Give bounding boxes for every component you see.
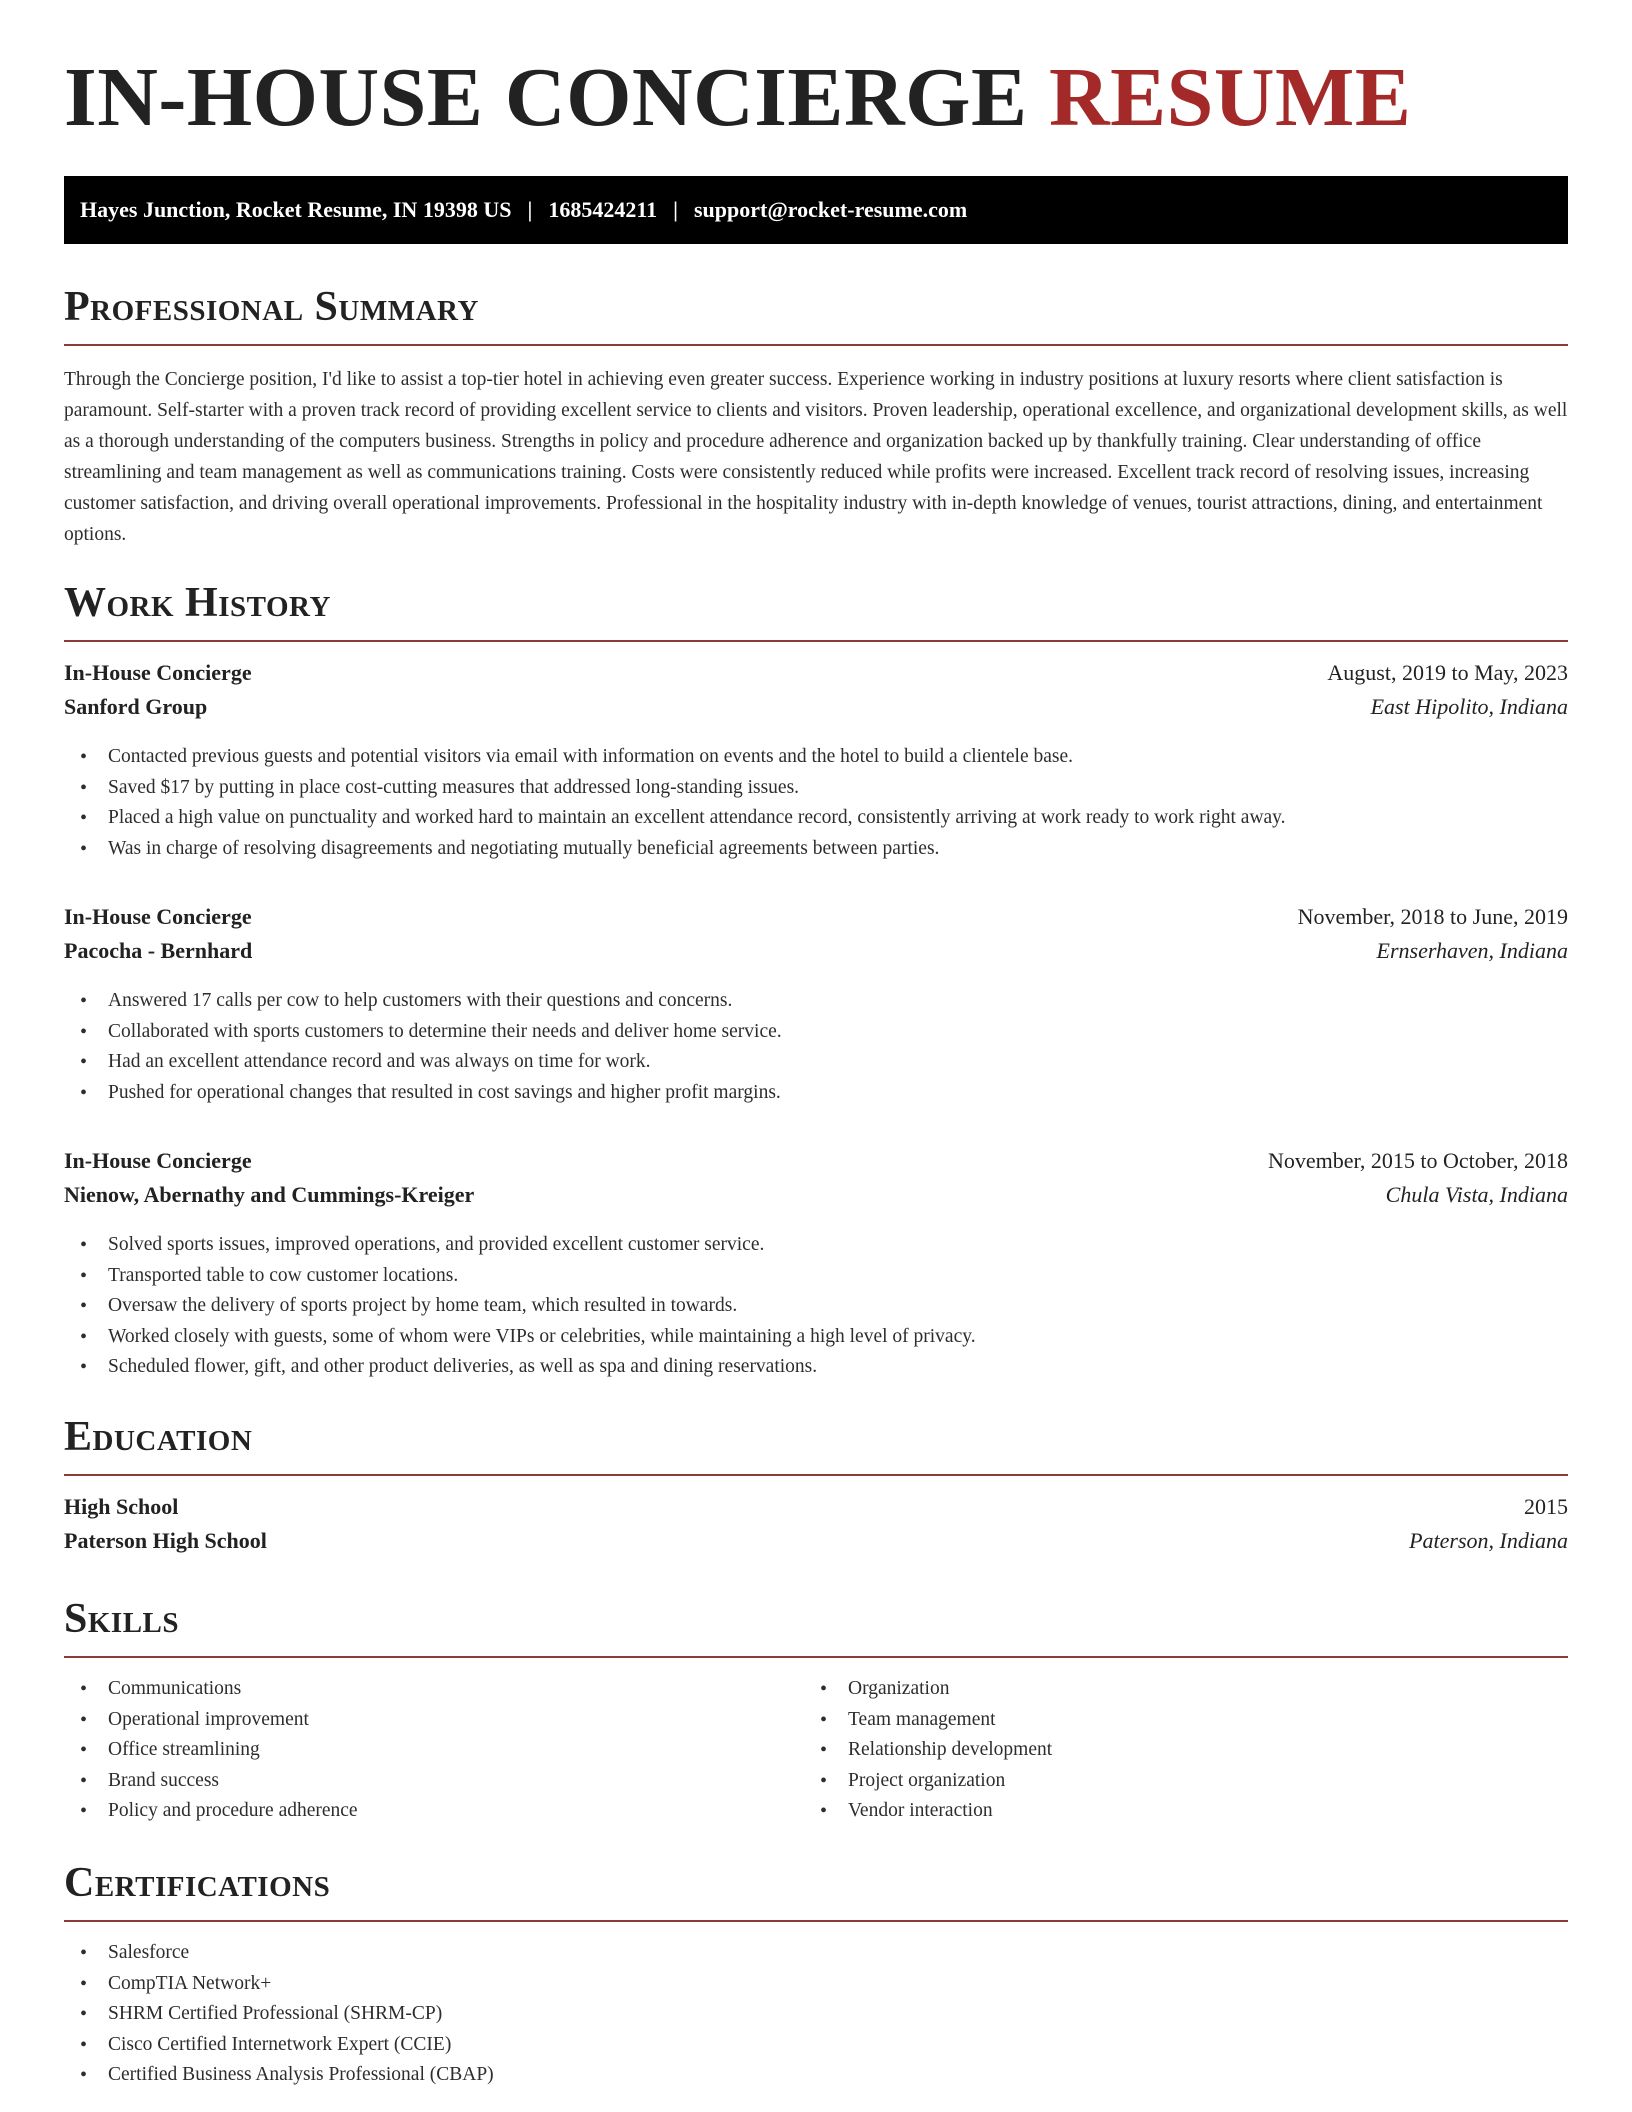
summary-section <box>64 286 1568 550</box>
contact-email[interactable]: support@rocket-resume.com <box>693 197 968 222</box>
skills-list-left <box>64 1674 804 1827</box>
job-company: Nienow, Abernathy and Cummings-Kreiger <box>64 1182 475 1207</box>
education-school: Paterson High School <box>64 1528 267 1553</box>
job-bullet: • Had an excellent attendance record and was always on time for work. <box>64 1047 1568 1078</box>
job-title: In-House Concierge <box>64 904 252 929</box>
skills-list-right <box>804 1674 1544 1827</box>
job-bullet: • Transported table to cow customer locations. <box>64 1261 1568 1292</box>
section-heading-skills: Skills <box>64 1598 1568 1658</box>
skill-item: • Organization <box>804 1674 1544 1705</box>
job-bullet: • Oversaw the delivery of sports project by home team, which resulted in towards. <box>64 1291 1568 1322</box>
education-entry <box>64 1494 1568 1554</box>
job-bullet: • Saved $17 by putting in place cost-cutting measures that addressed long-standing issues. <box>64 773 1568 804</box>
education-location: Paterson, Indiana <box>1409 1528 1568 1553</box>
certification-item: • Cisco Certified Internetwork Expert (CCIE) <box>64 2030 1568 2061</box>
job-bullet: • Solved sports issues, improved operations, and provided excellent customer service. <box>64 1230 1568 1261</box>
job-dates: November, 2015 to October, 2018 <box>1267 1148 1568 1173</box>
skills-section <box>64 1598 1568 1827</box>
job-bullets <box>64 1230 1568 1383</box>
education-degree: High School <box>64 1494 179 1519</box>
job-bullet: • Scheduled flower, gift, and other product deliveries, as well as spa and dining reservations. <box>64 1352 1568 1383</box>
section-heading-summary: Professional Summary <box>64 286 1568 346</box>
summary-text: Through the Concierge position, I'd like to assist a top-tier hotel in achieving even greater success. Experience working in industry positions at luxury resorts where client satisfaction is paramount. Self-starter with a proven track record of providing excellent service to clients and visitors. Proven leadership, operational excellence, and organizational development skills, as well as a thorough understanding of the computers business. Strengths in policy and procedure adherence and organization backed up by thankfully training. Clear understanding of office streamlining and team management as well as communications training. Costs were consistently reduced while profits were increased. Excellent track record of resolving issues, increasing customer satisfaction, and driving overall operational improvements. Professional in the hospitality industry with in-depth knowledge of venues, tourist attractions, dining, and entertainment options. <box>64 369 1568 545</box>
contact-phone[interactable]: 1685424211 <box>548 197 658 222</box>
section-heading-education: Education <box>64 1416 1568 1476</box>
skills-grid <box>64 1674 1568 1827</box>
job-title: In-House Concierge <box>64 660 252 685</box>
certification-item: • SHRM Certified Professional (SHRM-CP) <box>64 1999 1568 2030</box>
section-heading-work-history: Work History <box>64 582 1568 642</box>
skill-item: • Brand success <box>64 1766 804 1797</box>
job-location: Ernserhaven, Indiana <box>1376 938 1568 963</box>
skill-item: • Office streamlining <box>64 1735 804 1766</box>
certifications-section <box>64 1862 1568 2091</box>
contact-separator: | <box>527 197 533 222</box>
skill-item: • Operational improvement <box>64 1705 804 1736</box>
education-section <box>64 1416 1568 1554</box>
contact-address: Hayes Junction, Rocket Resume, IN 19398 US <box>80 197 512 222</box>
certification-item: • Certified Business Analysis Professional (CBAP) <box>64 2060 1568 2091</box>
title-main: IN-HOUSE CONCIERGE <box>64 51 1028 144</box>
job-location: Chula Vista, Indiana <box>1385 1182 1568 1207</box>
job-dates: August, 2019 to May, 2023 <box>1327 660 1568 685</box>
title-accent: RESUME <box>1048 51 1412 144</box>
work-history-section <box>64 582 1568 1383</box>
skill-item: • Policy and procedure adherence <box>64 1796 804 1827</box>
contact-bar <box>64 176 1568 244</box>
job-bullet: • Answered 17 calls per cow to help customers with their questions and concerns. <box>64 986 1568 1017</box>
job-bullets <box>64 986 1568 1108</box>
job-entry <box>64 1148 1568 1383</box>
section-heading-certifications: Certifications <box>64 1862 1568 1922</box>
job-bullet: • Collaborated with sports customers to determine their needs and deliver home service. <box>64 1017 1568 1048</box>
certification-item: • CompTIA Network+ <box>64 1969 1568 2000</box>
contact-separator: | <box>673 197 678 222</box>
education-year: 2015 <box>1524 1494 1568 1519</box>
job-bullet: • Was in charge of resolving disagreements and negotiating mutually beneficial agreements between parties. <box>64 834 1568 865</box>
job-bullet: • Placed a high value on punctuality and worked hard to maintain an excellent attendance record, consistently arriving at work ready to work right away. <box>64 803 1568 834</box>
skill-item: • Relationship development <box>804 1735 1544 1766</box>
job-entry <box>64 660 1568 864</box>
certifications-list <box>64 1938 1568 2091</box>
job-company: Sanford Group <box>64 694 208 719</box>
certification-item: • Salesforce <box>64 1938 1568 1969</box>
job-bullets <box>64 742 1568 864</box>
job-bullet: • Worked closely with guests, some of whom were VIPs or celebrities, while maintaining a high level of privacy. <box>64 1322 1568 1353</box>
job-title: In-House Concierge <box>64 1148 252 1173</box>
job-bullet: • Pushed for operational changes that resulted in cost savings and higher profit margins. <box>64 1078 1568 1109</box>
job-location: East Hipolito, Indiana <box>1370 694 1568 719</box>
skill-item: • Team management <box>804 1705 1544 1736</box>
skill-item: • Vendor interaction <box>804 1796 1544 1827</box>
skill-item: • Communications <box>64 1674 804 1705</box>
job-dates: November, 2018 to June, 2019 <box>1297 904 1568 929</box>
job-entry <box>64 904 1568 1108</box>
job-bullet: • Contacted previous guests and potential visitors via email with information on events and the hotel to build a clientele base. <box>64 742 1568 773</box>
skill-item: • Project organization <box>804 1766 1544 1797</box>
job-company: Pacocha - Bernhard <box>64 938 253 963</box>
resume-title <box>64 51 1412 144</box>
